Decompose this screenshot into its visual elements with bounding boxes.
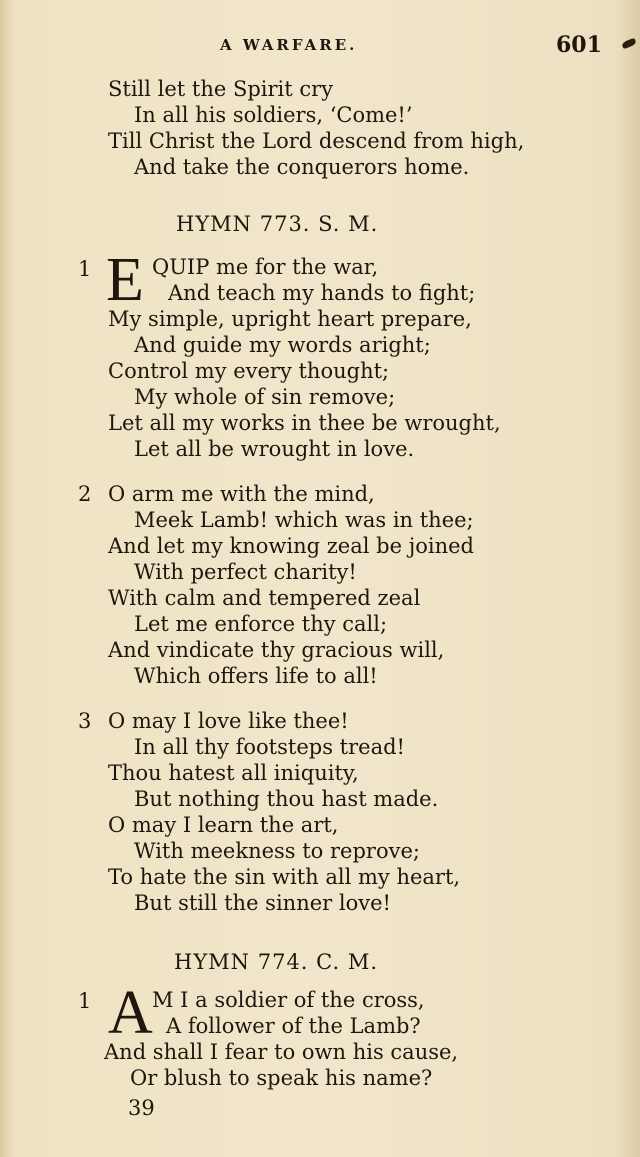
drop-cap: A (108, 979, 153, 1047)
verse-line: With meekness to reprove; (134, 839, 420, 863)
verse-line: And teach my hands to fight; (168, 281, 476, 305)
running-title: A WARFARE. (220, 36, 358, 54)
verse-line: But nothing thou hast made. (134, 787, 439, 811)
verse-line: QUIP me for the war, (152, 255, 379, 279)
verse-line: And vindicate thy gracious will, (108, 638, 445, 662)
verse-line: O arm me with the mind, (108, 482, 375, 506)
verse-line: In all thy footsteps tread! (134, 735, 405, 759)
verse-line: Control my every thought; (108, 359, 390, 383)
verse-number: 1 (78, 257, 92, 281)
verse-number: 1 (78, 989, 92, 1013)
verse-line: My simple, upright heart prepare, (108, 307, 472, 331)
verse-line: Still let the Spirit cry (108, 77, 334, 101)
verse-line: O may I learn the art, (108, 813, 339, 837)
verse-line: With perfect charity! (134, 560, 357, 584)
hymn-774-title: HYMN 774. C. M. (174, 950, 379, 974)
page-number: 601 (556, 32, 602, 58)
signature-mark: 39 (128, 1096, 155, 1120)
verse-line: Let me enforce thy call; (134, 612, 388, 636)
verse-number: 3 (78, 709, 92, 733)
page-header (0, 32, 640, 66)
verse-line: Thou hatest all iniquity, (108, 761, 359, 785)
verse-line: A follower of the Lamb? (166, 1014, 421, 1038)
verse-line: With calm and tempered zeal (108, 586, 421, 610)
verse-line: My whole of sin remove; (134, 385, 396, 409)
verse-line: In all his soldiers, ‘Come!’ (134, 103, 413, 127)
verse-line: O may I love like thee! (108, 709, 349, 733)
verse-line: M I a soldier of the cross, (152, 988, 425, 1012)
verse-line: And shall I fear to own his cause, (104, 1040, 459, 1064)
verse-line: Or blush to speak his name? (130, 1066, 433, 1090)
verse-line: Let all my works in thee be wrought, (108, 411, 501, 435)
ink-blot-mark (621, 38, 637, 49)
drop-cap: E (106, 246, 144, 314)
verse-line: And take the conquerors home. (134, 155, 470, 179)
verse-line: Till Christ the Lord descend from high, (108, 129, 525, 153)
hymn-773-title: HYMN 773. S. M. (176, 212, 379, 236)
verse-line: And let my knowing zeal be joined (108, 534, 474, 558)
verse-line: Meek Lamb! which was in thee; (134, 508, 474, 532)
verse-line: To hate the sin with all my heart, (108, 865, 461, 889)
verse-number: 2 (78, 482, 92, 506)
verse-line: And guide my words aright; (134, 333, 431, 357)
verse-line: But still the sinner love! (134, 891, 391, 915)
verse-line: Which offers life to all! (134, 664, 378, 688)
verse-line: Let all be wrought in love. (134, 437, 415, 461)
